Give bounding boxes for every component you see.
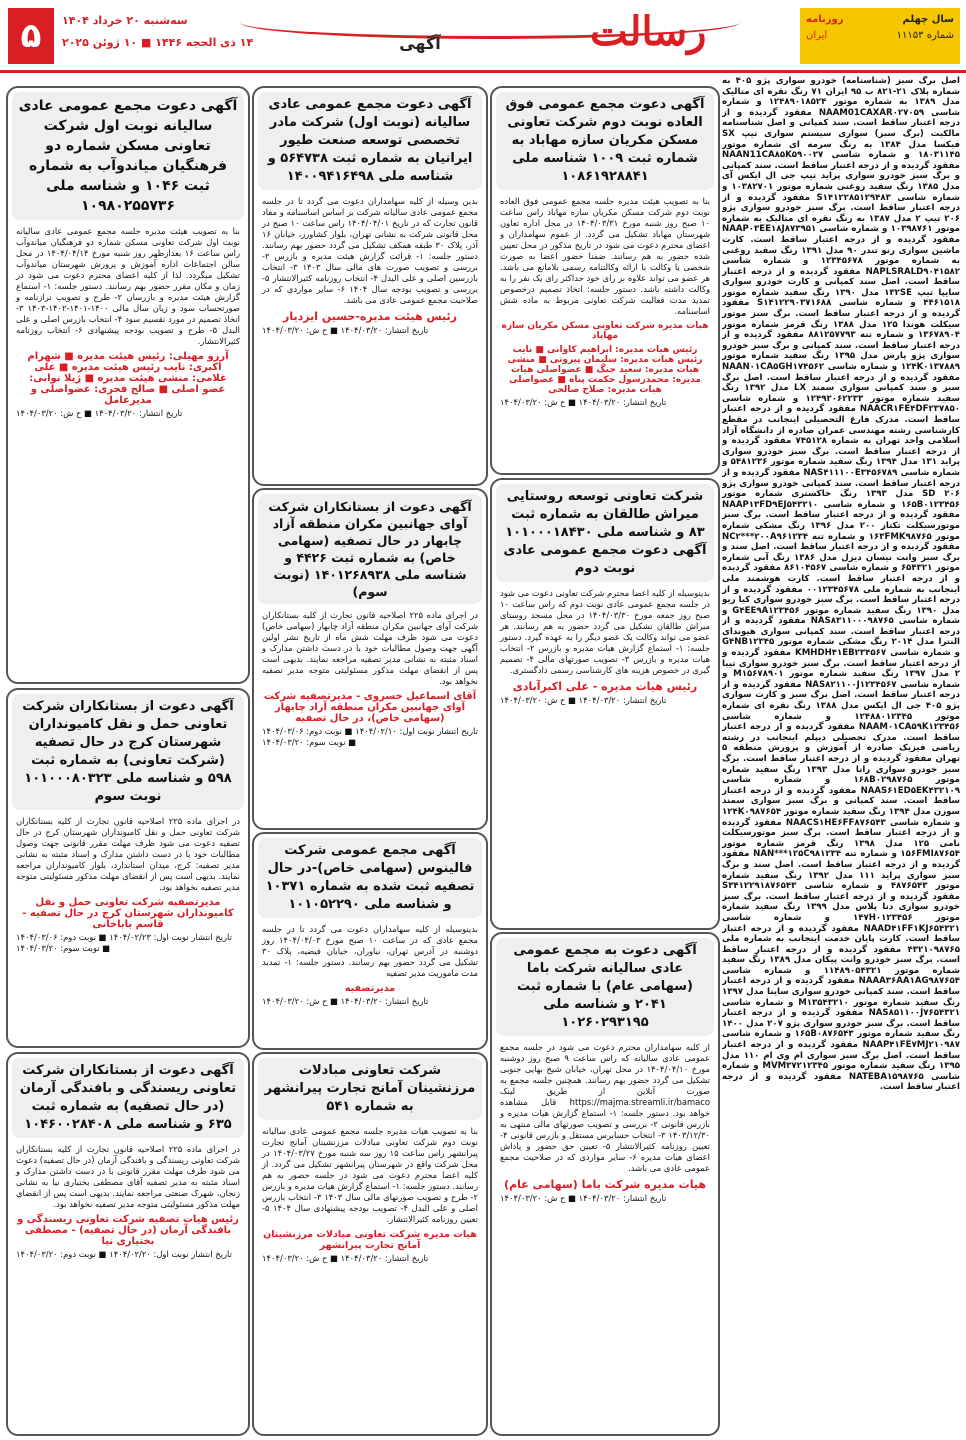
ad-signature: رئیس هیات تصفیه شرکت تعاونی ریسندگی و بافندگی آرمان (در حال تصفیه) - مصطفی بختیاری نیا [17,1214,239,1247]
ad-date: تاریخ انتشار: ۱۴۰۴/۰۳/۲۰ ■ ح ش: ۱۴۰۴/۰۳/۲۰ [16,408,183,418]
lost-document-notice: برگ سبز موتورسیکلت تکتاز ۲۰۰ مدل ۱۳۹۶ رنگ مشکی شماره موتور ۱۶۳FMK۹۸۷۶۵ و شماره تنه NC۲***۲۰۰A۹۶۱۲۳۴ مفقود گردیده و از درجه اعتبار ساقط است. [722,510,960,553]
lost-document-notice: برگ سبز موتور سیکلت هوندا ۱۲۵ مدل ۱۳۸۸ رنگ قرمز شماره موتور ۱۳۶۷۸۹۰۴ و شماره تنه ۸۸۱۲۵۷۷۹۳ مفقود گردیده و از درجه اعتبار ساقط است. [722,309,960,351]
ad-signature: هیات مدیره شرکت تعاونی مسکن مکریان سازه مهاباد [501,321,709,341]
ad-title: شرکت تعاونی توسعه روستایی میراش طالقان به شماره ثبت ۸۳ و شناسه ملی ۱۰۱۰۰۰۱۸۴۳۰ آگهی دعوت مجمع عمومی عادی نوبت دوم [496,484,714,582]
date-other: ۱۴ ذی الحجه ۱۴۴۶ ■ ۱۰ ژوئن ۲۰۲۵ [62,36,254,49]
section-title: آگهی [399,34,441,53]
ad-body: در اجرای ماده ۲۲۵ اصلاحیه قانون تجارت از کلیه بستانکاران شرکت آوای جهانبین مکران منطقه آزاد چابهار (سهامی خاص) دعوت می شود ظرف مهلت شش ماه از تاریخ نشر اولین آگهی جهت وصول مطالبات خود با در دست داشتن مدارک و اسناد مثبته به نشانی مدیر تصفیه مراجعه نمایند. بدیهی است پس از انقضای مهلت مذکور مسئولیتی متوجه مدیر تصفیه نخواهد بود. [262,610,478,686]
ad-arman-textile [6,1052,250,1436]
ad-falinoos [252,832,488,1050]
ad-date: تاریخ انتشار: ۱۴۰۴/۰۳/۲۰ ■ ح ش: ۱۴۰۴/۰۳/۲۰ [262,996,429,1006]
ad-ava-jahanbin [252,488,488,830]
lost-document-notice: سند کمپانی سواری هیوندای النترا مدل ۲۰۱۴ رنگ مشکی شماره موتور G۴NB۱۲۳۴۵ و شماره شاسی KMHDH۴۱EB۲۳۴۵۶۷ مفقود گردیده و از درجه اعتبار ساقط است. [722,626,960,669]
ad-date: تاریخ انتشار: ۱۴۰۴/۰۳/۲۰ ■ ح ش: ۱۴۰۴/۰۳/۲۰ [500,695,667,705]
ad-date: تاریخ انتشار نوبت اول: ۱۴۰۴/۰۲/۲۳ ■ نوبت دوم: ۱۴۰۴/۰۳/۰۶ ■ نوبت سوم: ۱۴۰۴/۰۳/۲۰ [16,932,232,953]
ad-signature: رئیس هیئت مدیره-حسین ایزدیار [283,310,457,323]
lost-document-notice: اصل سند و برگ سبز وانت نیسان دیزل مدل ۱۳۸۶ رنگ آبی شماره موتور ۶۵۴۳۲۱ و شماره شاسی ۸۶۱۰۴۵۶۷ مفقود گردیده و از درجه اعتبار ساقط است. [722,542,960,584]
lost-document-notice: سند کمپانی خودرو سواری ساینا مدل ۱۳۹۷ رنگ سفید شماره موتور M۱۳۵۴۳۲۱۰ و شماره شاسی NAS۸۵۱۱۰۰J۷۶۵۴۳۲۱ مفقود گردیده و از درجه اعتبار ساقط است. [722,987,960,1029]
masthead-year: سال چهلم [902,14,954,25]
ad-body: از کلیه سهامداران محترم دعوت می شود در جلسه مجمع عمومی عادی سالیانه که راس ساعت ۹ صبح روز دوشنبه مورخ ۱۴۰۴/۰۴/۱۰ در محل تهران، خیابان شیخ بهایی جنوبی تشکیل می گردد حضور بهم رسانند. همچنین جلسه مجمع به صورت آنلاین از طریق لینک https://majma.streamli.ir/bamaco قابل مشاهده خواهد بود. دستور جلسه: ۱- استماع گزارش هیات مدیره و بازرس قانونی ۲- بررسی و تصویب صورتهای مالی منتهی به ۱۴۰۳/۱۲/۳۰ ۳- انتخاب حسابرس مستقل و بازرس قانونی ۴- تعیین روزنامه کثیرالانتشار ۵- تعیین حق حضور و پاداش اعضای هیات مدیره ۶- سایر مواردی که در صلاحیت مجمع عمومی عادی می باشد. [500,1042,711,1173]
lost-documents-column [722,76,960,1434]
page-number: ۵ [8,8,54,64]
lost-document-notice: سند کمپانی و برگ سبز خودرو سواری پژو پارس مدل ۱۳۹۵ رنگ سفید شماره موتور ۱۲۴K۰۱۳۷۸۸۹ و شماره شاسی NAAN۰۱CA۵GH۱۷۴۵۶۲ مفقود گردیده و از درجه اعتبار ساقط است. [722,340,960,383]
lost-document-notice: برگ سبز خودرو سواری رانا مدل ۱۳۹۳ رنگ سفید شماره موتور ۱۶۸B۰۲۹۸۷۶۵ و شماره شاسی NAAS۶۱ED۵EK۴۳۲۱۰۹ مفقود گردیده و از درجه اعتبار ساقط است. [722,754,960,807]
ad-members: رئیس هیات مدیره: ابراهیم کاوانی ■ نایب رئیس هیات مدیره: سلیمان پیروتی ■ منشی هیات مدیره: سعید جنگ ■ عضواصلی هیات مدیره: محمدرسول حکمت پناه ■ عضواصلی هیات مدیره: صلاح صالحی [507,345,703,395]
ad-tayyor-iranian [252,86,488,486]
lost-document-notice: اصل سند کمپانی و کارت خودرو سواری سایپا تیپ ۱۳۲SE مدل ۱۳۹۰ رنگ سفید شماره موتور ۴۴۶۱۵۱۸ و شماره شاسی S۱۴۱۲۲۹۰۳۷۱۶۸۸ مفقود گردیده و از درجه اعتبار ساقط است. [722,277,960,320]
ad-title: آگهی دعوت از بستانکاران شرکت تعاونی حمل و نقل کامیونداران شهرستان کرج در حال تصفیه (شرکت تعاونی) به شماره ثبت ۵۹۸ و شناسه ملی ۱۰۱۰۰۰۸۰۳۲۳ نوبت سوم [12,694,244,810]
ad-amanj-tejarat [252,1052,488,1436]
ad-signature: آقای اسماعیل خسروی - مدیرتصفیه شرکت آوای جهانبین مکران منطقه آزاد چابهار (سهامی خاص)، در حال تصفیه [263,691,477,724]
newspaper-logo: رسالت [590,8,707,55]
ad-miraash [490,478,720,930]
ad-date: تاریخ انتشار نوبت اول: ۱۴۰۴/۰۲/۱۰ ■ نوبت دوم: ۱۴۰۴/۰۳/۰۶ ■ نوبت سوم: ۱۴۰۴/۰۳/۲۰ [262,726,478,747]
ad-title: آگهی دعوت مجمع عمومی فوق العاده نوبت دوم شرکت تعاونی مسکن مکریان سازه مهاباد به شماره ثبت ۱۰۰۹ شناسه ملی ۱۰۸۶۱۹۲۸۸۴۱ [496,92,714,190]
lost-document-notice: مدرک تحصیلی دیپلم اینجانب در رشته ریاضی فیزیک صادره از آموزش و پرورش منطقه ۵ تهران مفقود گردیده و از درجه اعتبار ساقط است. [722,732,960,764]
ad-bama [490,932,720,1436]
lost-document-notice: برگ سبز خودرو سواری کیا ریو مدل ۱۳۹۰ رنگ سفید شماره موتور G۴EE۹A۱۲۳۴۵۶ و شماره شاسی NAS۸۳۱۱۰۰۰۹۸۷۶۵ مفقود گردیده و از درجه اعتبار ساقط است. [722,595,960,637]
ad-signature: هیات مدیره شرکت تعاونی مبادلات مرزنشینان آمانج تجارت پیرانشهر [263,1229,477,1251]
ad-body: در اجرای ماده ۲۲۵ اصلاحیه قانون تجارت از کلیه بستانکاران شرکت تعاونی ریسندگی و بافندگی آرمان (در حال تصفیه) دعوت می شود ظرف مهلت مقرر قانونی با در دست داشتن مدارک و اسناد مثبته به مدیر تصفیه آقای مصطفی بختیاری نیا به نشانی زنجان، شهرک صنعتی مراجعه نمایند. بدیهی است پس از انقضای مهلت مذکور مسئولیتی متوجه مدیر تصفیه نخواهد بود. [16,1144,240,1209]
masthead-issue: شماره ۱۱۱۵۳ [896,30,954,41]
masthead-brand: روزنامه [806,14,844,25]
lost-document-notice: اصل برگ سبز (شناسنامه) خودرو سواری پژو ۴۰۵ به شماره پلاک ۲۱-۸۲۱ ب ۹۵ ایران ۷۱ رنگ نقره ای متالیک مدل ۱۳۸۹ به شماره موتور ۱۲۴۸۹۰۱۸۵۲۴ و شماره شاسی NAAM01CAXAR۰۲۷۰۵۹ مفقود گردیده و از درجه اعتبار ساقط است. [722,76,960,129]
lost-document-notice: برگ سبز خودرو سواری دنا پلاس مدل ۱۳۹۹ رنگ سفید شماره موتور ۱۴۷H۰۱۲۳۴۵۶ و شماره شاسی NAAD۴۱FF۱KJ۶۵۴۳۲۱ مفقود گردیده و از درجه اعتبار ساقط است. [722,891,960,945]
ad-title: آگهی دعوت از بستانکاران شرکت تعاونی ریسندگی و بافندگی آرمان (در حال تصفیه) به شماره ثبت ۶۳۵ و شناسه ملی ۱۰۴۶۰۰۲۸۴۰۸ [12,1058,244,1138]
masthead-brand-sub: ایران [806,30,828,41]
ad-body: بدینوسیله از کلیه اعضا محترم شرکت تعاونی دعوت می شود در جلسه مجمع عمومی عادی نوبت دوم که راس ساعت ۱۰ صبح روز جمعه مورخ ۱۴۰۴/۰۳/۳۰ در محل مسجد روستای میراش طالقان تشکیل می گردد حضور به هم رسانند. هر عضو می تواند وکالت یک عضو دیگر را به عهده گیرد. دستور جلسه: ۱- استماع گزارش هیات مدیره و بازرس ۲- انتخاب هیات مدیره و بازرس ۳- تصویب صورتهای مالی ۴- تصمیم گیری در خصوص هزینه های کارشناسی رسمی دادگستری. [500,588,710,675]
ad-date: تاریخ انتشار: ۱۴۰۴/۰۳/۲۰ ■ ح ش: ۱۴۰۴/۰۳/۲۰ [500,1193,667,1203]
ad-date: تاریخ انتشار نوبت اول: ۱۴۰۴/۰۲/۲۰ ■ نوبت دوم: ۱۴۰۴/۰۳/۲۰ [16,1249,232,1259]
ad-signature: رئیس هیات مدیره - علی اکبرآبادی [512,680,698,693]
masthead [800,8,960,64]
ad-body: بنا به تصویب هیات مدیره جلسه مجمع عمومی عادی سالیانه نوبت دوم شرکت تعاونی مبادلات مرزنشینان آمانج تجارت پیرانشهر راس ساعت ۱۵ روز سه شنبه مورخ ۱۴۰۴/۰۳/۲۷ در محل شرکت واقع در شهرستان پیرانشهر تشکیل می گردد. از کلیه اعضا محترم دعوت می شود در جلسه حضور به هم رسانند. دستور جلسه: ۱- استماع گزارش هیات مدیره و بازرس ۲- طرح و تصویب صورتهای مالی سال ۱۴۰۳ ۳- انتخاب بازرس اصلی و علی البدل ۴- تصویب بودجه پیشنهادی سال ۱۴۰۴ ۵- تعیین روزنامه کثیرالانتشار. [262,1126,479,1224]
page-header [0,0,966,73]
lost-document-notice: برگ سبز خودرو سواری پژو ۲۰۶ تیپ ۲ مدل ۱۳۸۷ به رنگ نقره ای متالیک به شماره موتور ۱۰۳۹۸۷۶۱ و شماره شاسی NAAP۰۳EE۱۸J۸۷۳۹۵۱ مفقود گردیده و از درجه اعتبار ساقط است. [722,203,960,245]
lost-document-notice: برگ سبز موتورسیکلت نامی ۱۲۵ مدل ۱۳۹۸ رنگ قرمز شماره موتور ۱۵۶FMI۸۷۶۵۴ و شماره تنه NAN***۱۲۵C۹۸۱۲۳۴ مفقود گردیده و از درجه اعتبار ساقط است. [722,828,960,870]
lost-document-notice: سند کمپانی و برگ سبز خودرو سواری پراید تیپ جی ال ایکس آی مدل ۱۳۸۵ رنگ سفید روغنی شماره موتور ۱۰۳۸۲۷۰۱ و شماره شاسی S۱۴۱۲۲۸۵۱۲۹۴۸۳ مفقود گردیده و از درجه اعتبار ساقط است. [722,160,960,214]
ad-title: آگهی دعوت مجمع عمومی عادی سالیانه نوبت اول شرکت تعاونی مسکن شماره دو فرهنگیان میاندوآب به شماره ثبت ۱۰۴۶ و شناسه ملی ۱۰۹۸۰۲۵۵۷۳۶ [12,92,244,220]
lost-document-notice: اصل سند و برگ سبز سواری پراید ۱۱۱ مدل ۱۳۹۲ رنگ سفید شماره موتور ۴۸۷۶۵۴۳ و شماره شاسی S۳۴۱۲۲۹۱۸۷۶۵۴۳ مفقود گردیده و از درجه اعتبار ساقط است. [722,859,960,902]
lost-document-notice: مدرک فارغ التحصیلی اینجانب در مقطع کارشناسی رشته مهندسی عمران صادره از دانشگاه آزاد اسلامی واحد تهران به شماره ۷۴۵۱۲۸ مفقود گردیده و از درجه اعتبار ساقط است. [722,415,960,457]
ad-body: بدین وسیله از کلیه سهامداران دعوت می گردد تا در جلسه مجمع عمومی عادی سالیانه شرکت بر اساس اساسنامه و مفاد قانون تجارت که در تاریخ ۱۴۰۴/۰۴/۰۱ راس ساعت ۱۰ صبح در محل قانونی شرکت به نشانی تهران، بلوار کشاورز، خیابان ۱۶ آذر، پلاک ۳۰ طبقه همکف تشکیل می گردد حضور بهم رسانند. دستور جلسه: ۱- قرائت گزارش هیئت مدیره و بازرس ۲- بررسی و تصویب صورت های مالی سال ۱۴۰۳ ۳- انتخاب بازرسین اصلی و علی البدل ۴- انتخاب روزنامه کثیرالانتشار ۵- بررسی و تصویب بودجه سال ۱۴۰۴ ۶- سایر مواردی که در صلاحیت مجمع عمومی عادی می باشد. [262,196,478,305]
ad-date: تاریخ انتشار: ۱۴۰۴/۰۳/۲۰ ■ ح ش: ۱۴۰۴/۰۳/۲۰ [262,325,429,335]
lost-document-notice: سند کمپانی خودرو سواری پژو ۲۰۶ SD مدل ۱۳۹۳ رنگ خاکستری شماره موتور ۱۶۵B۰۱۲۳۴۵۶ و شماره شاسی NAAP۱۳FD۹EJ۵۴۳۲۱۰ مفقود گردیده و از درجه اعتبار ساقط است. [722,478,960,521]
ad-body: بنا به تصویب هیئت مدیره جلسه مجمع عمومی فوق العاده نوبت دوم شرکت مسکن مکریان سازه مهاباد راس ساعت ۱۰ صبح روز شنبه مورخ ۱۴۰۴/۰۳/۳۱ در محل اداره تعاون شهرستان مهاباد تشکیل می گردد. از عموم سهامداران و اعضای محترم دعوت می شود در تاریخ مذکور در محل تعیین شده حضور به هم رسانند. ضمنا حضور اعضا به صورت شخصی یا وکالت با ارائه وکالتنامه رسمی بلامانع می باشد. هر عضو می تواند علاوه بر رای خود حداکثر رای یک نفر را به وکالت داشته باشد. دستور جلسه: اتخاذ تصمیم درخصوص تمدید مدت فعالیت شرکت تعاونی مربوط به ماده شش اساسنامه. [500,196,710,316]
lost-document-notice: اصل برگ سبز و کارت سواری پژو ۴۰۵ جی ال ایکس مدل ۱۳۸۸ رنگ نقره ای شماره موتور ۱۲۴۸۸۰۱۲۳۴۵ و شماره شاسی NAAM۰۱CA۵۹K۱۲۳۴۵۶ مفقود گردیده و از درجه اعتبار ساقط است. [722,690,960,743]
ad-title: آگهی دعوت مجمع عمومی عادی سالیانه (نوبت اول) شرکت مادر تخصصی توسعه صنعت طیور ایرانیان به شماره ثبت ۵۶۴۷۳۸ و شناسه ملی ۱۴۰۰۹۴۱۶۴۹۸ [258,92,482,190]
ad-title: آگهی مجمع عمومی شرکت فالینوس (سهامی خاص)-در حال تصفیه ثبت شده به شماره ۱۰۳۷۱ و شناسه ملی ۱۰۱۰۵۲۲۹۰ [258,838,482,918]
ad-title: آگهی دعوت به مجمع عمومی عادی سالیانه شرکت باما (سهامی عام) با شماره ثبت ۲۰۴۱ و شناسه ملی ۱۰۲۶۰۲۹۳۱۹۵ [496,938,714,1036]
lost-document-notice: برگ سبز خودرو وانت پیکان مدل ۱۳۸۹ رنگ سفید شماره موتور ۱۱۴۸۹۰۵۴۳۲۱ و شماره شاسی NAAA۳۶AA۱AG۹۸۷۶۵۴ مفقود گردیده و از درجه اعتبار ساقط است. [722,955,960,998]
ad-farhangian-miandoab [6,86,250,684]
page-meta [8,8,254,66]
ad-title: آگهی دعوت از بستانکاران شرکت آوای جهانبین مکران منطقه آزاد چابهار در حال تصفیه (سهامی خاص) به شماره ثبت ۴۴۲۶ و شناسه ملی ۱۴۰۱۲۶۸۹۳۸ (نوبت سوم) [258,494,482,604]
lost-document-notice: کارت پایان خدمت اینجانب به شماره ملی ۴۳۲۱۰۹۸۷۶۵ مفقود گردیده و از درجه اعتبار ساقط است. [722,934,960,966]
lost-document-notice: برگ سبز خودرو سواری پراید ۱۳۱ مدل ۱۳۹۴ رنگ سفید شماره موتور ۵۴۸۱۲۳۶ و شماره شاسی NAS۴۱۱۱۰۰E۳۴۵۶۷۸۹ مفقود گردیده و از درجه اعتبار ساقط است. [722,446,960,489]
lost-document-notice: کارت ماشین سواری رنو تندر ۹۰ مدل ۱۳۹۱ رنگ سفید روغنی به شماره موتور ۱۲۳۴۵۶۷۸ و شماره شاسی NAPLSRALD۹۰۴۱۵۸۲ مفقود گردیده و از درجه اعتبار ساقط است. [722,234,960,288]
lost-document-notice: برگ سبز خودرو سواری تیبا ۲ مدل ۱۳۹۷ رنگ سفید شماره موتور M۱۵۶۷۸۹۰۱ و شماره شاسی NAS۸۲۱۱۰۰J۱۲۳۴۵۶۷ مفقود گردیده و از درجه اعتبار ساقط است. [722,658,960,701]
ad-body: بدینوسیله از کلیه سهامداران دعوت می گردد تا در جلسه مجمع عادی که در ساعت ۱۰ صبح مورخ ۱۴۰۴/۰۴/۰۳ روز دوشنبه در آدرس تهران، نیاوران، خیابان فیضیه، پلاک ۳۰ تشکیل می گردد حضور بهم رسانند. دستور جلسه: ۱- تمدید مدت ماموریت مدیر تصفیه [262,924,478,978]
ad-body: در اجرای ماده ۲۲۵ اصلاحیه قانون تجارت از کلیه بستانکاران شرکت تعاونی حمل و نقل کامیونداران شهرستان کرج در حال تصفیه دعوت می شود ظرف مهلت مقرر قانونی جهت وصول مطالبات خود با در دست داشتن مدارک و اسناد مثبته به نشانی مدیر تصفیه: کرج، میدان استاندارد، بلوار کامیونداران مراجعه نمایند. بدیهی است پس از انقضای مهلت مذکور مسئولیتی متوجه مدیر تصفیه نخواهد بود. [16,816,240,892]
ad-title: شرکت تعاونی مبادلات مرزنشینان آمانج تجارت پیرانشهر به شماره ۵۴۱ [258,1058,482,1120]
lost-document-notice: سند کمپانی و برگ سبز سواری سمند سورن مدل ۱۳۹۴ رنگ سفید شماره موتور ۱۲۴K۰۹۸۷۶۵۴ و شماره شاسی NAACS۱HE۶FF۸۷۶۵۴۳ مفقود گردیده و از درجه اعتبار ساقط است. [722,796,960,839]
ad-signature: مدیرتصفیه شرکت تعاونی حمل و نقل کامیونداران شهرستان کرج در حال تصفیه - قاسم باباخانی [22,897,234,930]
ad-body: بنا به تصویب هیئت مدیره جلسه مجمع عمومی عادی سالیانه نوبت اول شرکت تعاونی مسکن شماره دو فرهنگیان میاندوآب راس ساعت ۱۶ بعدازظهر روز شنبه مورخ ۱۴۰۴/۰۴/۱۴ در محل سالن اجتماعات اداره آموزش و پرورش شهرستان میاندوآب تشکیل میگردد. لذا از کلیه اعضای محترم دعوت می شود در زمان و مکان مقرر حضور بهم رسانند. دستور جلسه: ۱- استماع گزارش هیئت مدیره و بازرسان ۲- طرح و تصویب ترازنامه و صورتحساب سود و زیان سال مالی ۱۴۰۰-۱۴۰۱-۱۴۰۲-۱۴۰۳ ۳- اتخاذ تصمیم در مورد تقسیم سود ۴- انتخاب بازرس اصلی و علی البدل ۵- طرح و تصویب بودجه پیشنهادی ۶- انتخاب روزنامه کثیرالانتشار. [16,226,240,346]
lost-document-notice: اصل برگ سبز سواری ام وی ام ۱۱۰ مدل ۱۳۹۵ رنگ سفید شماره موتور MVM۳۷۲۱۲۳۴۵ و شماره شاسی NATEBA۱۵۹۸۷۶۵ مفقود گردیده و از درجه اعتبار ساقط است. [722,1050,960,1093]
ad-signature: مدیرتصفیه [344,983,396,994]
lost-document-notice: برگ سبز خودرو سواری پژو ۲۰۷ مدل ۱۴۰۰ رنگ سفید شماره موتور ۱۶۵B۰۸۷۶۵۴۳ و شماره شاسی NAAP۴۱FE۷MJ۲۱۰۹۸۷ مفقود گردیده و از درجه اعتبار ساقط است. [722,1018,960,1061]
lost-document-notice: کارت هوشمند ملی اینجانب به شماره ملی ۰۰۱۲۳۴۵۶۷۸ مفقود گردیده و از درجه اعتبار ساقط است. [722,573,960,606]
lost-document-notice: سند کمپانی و اصل شناسنامه مالکیت (برگ سبز) سواری سیستم سواری تیپ SX فیکسا مدل ۱۳۸۴ به رنگ سرمه ای شماره موتور ۱۸۰۳۱۱۴۵ و شماره شاسی NAAN11CA۸۵K۵۹۰۰۲۷ مفقود گردیده و از درجه اعتبار ساقط است. [722,118,960,171]
ad-kamiondaran-karaj [6,688,250,1048]
ad-signature: آرزو مهیلی: رئیس هیئت مدیره ■ شهرام اکبری: نایب رئیس هیئت مدیره ■ علی غلامی: منشی هیئت مدیره ■ ژیلا نوابی: عضو اصلی ■ صالح فجری: عضواصلی و مدیرعامل [27,351,229,406]
ad-date: تاریخ انتشار: ۱۴۰۴/۰۳/۲۰ ■ ح ش: ۱۴۰۴/۰۳/۲۰ [500,397,667,407]
date-persian: سه‌شنبه ۲۰ خرداد ۱۴۰۴ [62,14,188,27]
lost-document-notice: اصل برگ سبز و سند کمپانی سواری سمند LX مدل ۱۳۹۲ رنگ سفید شماره موتور ۱۲۴۹۲۰۶۲۲۳۳ و شماره شاسی NAACR۱FE۴DF۲۳۷۸۵۰ مفقود گردیده و از درجه اعتبار ساقط است. [722,372,960,425]
ad-signature: هیات مدیره شرکت باما (سهامی عام) [504,1178,706,1191]
ad-date: تاریخ انتشار: ۱۴۰۴/۰۳/۲۰ ■ ح ش: ۱۴۰۴/۰۳/۲۰ [262,1253,429,1263]
ad-makrian-saze [490,86,720,475]
